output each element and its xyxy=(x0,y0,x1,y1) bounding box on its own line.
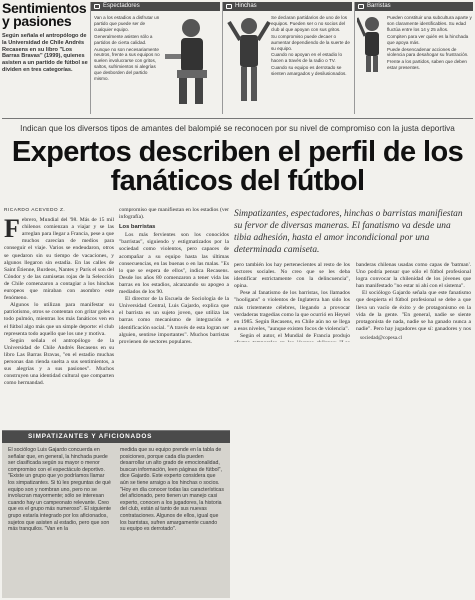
panel-header-label: Hinchas xyxy=(235,3,257,9)
panel-header xyxy=(355,2,473,11)
panel-text xyxy=(271,15,351,78)
barrista-illustration xyxy=(357,14,387,74)
article-column-4 xyxy=(356,262,471,332)
panel-item: Pueden constituir una subcultura aparte y son claramente identificables. Su edad fluctúa entre los 14 y 25 años. xyxy=(387,15,472,32)
infographic-title: Sentimientos y pasiones xyxy=(2,0,87,29)
paragraph: El director de la Escuela de Sociología de la Universidad Central, Luis Gajardo, explica que el barrista es un sujeto joven, que utiliza las barras como mecanismo de integración e identificación social. "A través de esta logran ser alguien, sentirse importantes". Muchos barristas provienen de sectores populares. xyxy=(119,296,229,345)
panel-item: Van a los estadios a disfrutar un partido que puede ser de cualquier equipo. xyxy=(94,15,160,32)
panel-barristas xyxy=(354,2,473,114)
divider xyxy=(2,118,473,119)
panel-item: Compiten para ver quién es la hinchada que apoya más. xyxy=(387,33,469,45)
paragraph: El sociólogo Gajardo señala que este fanatismo que despierta el fútbol profesional se debe a que lleva un vacío de éxito y de protagonismo en la vida de la gente. "En general, nadie se siente protagonista de nada, nadie se ha ganado nunca a nadie". Pero hay jugadores que sí: ganadores y nos xyxy=(356,290,471,332)
panel-item: Frente a los partidos, saben que deben estar presentes. xyxy=(387,59,467,71)
subheading: Los barristas xyxy=(119,224,156,231)
panel-header-label: Espectadores xyxy=(103,3,140,9)
paragraph: Según el autor, el Mundial de Francia produjo xyxy=(240,332,350,339)
article-column-3 xyxy=(234,262,350,342)
kicker: Indican que los diversos tipos de amantes del balompié se reconocen por su nivel de compromiso con la justa deportiva xyxy=(20,124,455,133)
panel-item: Se declaran partidarios de uno de los equipos. Pueden ser o no socios del club al que apoyan con sus gritos. xyxy=(271,15,348,32)
panel-item: Puede desencadenar acciones de violencia para desahogar su frustración. xyxy=(387,46,469,58)
drop-cap: F xyxy=(4,214,20,244)
sidebar-box-column-1: El sociólogo Luis Gajardo concuerda en señalar que, en general, la hinchada puede ser clasificada según su mayor o menor compromiso con el espectáculo deportivo. "Existe un grupo que yo podríamos llamar los simpatizantes. Si tú les preguntas de qué equipo son y nombran uno, pero no se involucran mayormente; sólo se interesan cuando hay un campeonato relevante. Creo que es el grupo más numeroso". El siguiente grupo estaría integrado por los aficionados, sujetos que asisten al estadio, pero que son más tranquilos. "Van en la xyxy=(8,447,112,533)
spectator-illustration xyxy=(161,14,219,112)
paragraph: Según señala el antropólogo de la Universidad de Chile Andrés Recasens en su libro Las Barras Bravas, "en el estadio muchas personas dan rienda suelta a sus sentimientos, a sus alegrías y a sus pasiones". Muchos construyen una identidad cultural que comparten como hermandad. xyxy=(4,337,114,387)
infographic xyxy=(0,0,475,118)
sidebar-box xyxy=(2,430,230,598)
panel-item: Aunque no son necesariamente neutros, frente a sus equipos no suelen involucrarse con gritos, saltos, sufrimientos ni alegrías que desborden del partido mismo. xyxy=(94,46,160,82)
infographic-intro xyxy=(2,2,88,114)
deck: Simpatizantes, espectadores, hinchas o barristas manifiestan su fervor de diversas maneras. El fanatismo va desde una tibia adhesión, hasta el amor incondicional por una determinada camiseta. xyxy=(234,209,463,255)
article-column-1 xyxy=(4,207,114,427)
tv-icon xyxy=(94,4,100,9)
headline: Expertos describen el perfil de los fanáticos del fútbol xyxy=(11,136,464,197)
drum-icon xyxy=(358,4,364,9)
flag-icon xyxy=(226,4,232,9)
article-column-2 xyxy=(119,207,229,427)
panel-item: Cuando no apoyan en el estadio lo hacen a través de la radio o TV. xyxy=(271,52,343,64)
panel-text xyxy=(94,15,160,83)
paragraph: Pese al fanatismo de los barristas, los llamados "hooligans" o violentos de Inglaterra han sido los más tristemente célebres, llegando a provocar verdaderas tragedias como la que ocurrió en Heysel en 1985. Según Recasens, en Chile aún no se llega a esos niveles, "aunque existen focos de violencia". xyxy=(234,290,350,332)
panel-header-label: Barristas xyxy=(367,3,391,9)
paragraph: pero también los hay pertenecientes al resto de los sectores sociales. No creo que se les deba identificar estrictamente con la delincuencia", opina. xyxy=(234,262,350,290)
panel-espectadores xyxy=(90,2,220,114)
paragraph: ebrero, Mundial del '98. Más de 15 mil chilenos comienzan a viajar y se las arreglan para llegar a Francia, pese a que muchos carecían de medios para conseguir el viaje. Varios se endeudaron, otros se quedaron sin su tiempo de vacaciones, y algunos llegaron sin estadía. En las calles de Saint Étienne, Burdeos, Nantes y París el son del Cóndor y de las camisetas rojas de la Selección de Chile comenzaron a contagiar a los hinchas europeos que miraban con asombro este fenómeno. xyxy=(4,217,114,302)
sidebar-box-title: SIMPATIZANTES Y AFICIONADOS xyxy=(2,431,230,443)
panel-header xyxy=(223,2,352,11)
panel-item: Su compromiso puede decaer o aumentar dependiendo de la suerte de su equipo. xyxy=(271,33,350,51)
infographic-intro-text: Según señala el antropólogo de la Universidad de Chile Andrés Recasens en su libro "Los Barras Bravas" (1999), quienes asisten a un partido de fútbol se dividen en tres categorías. xyxy=(2,33,88,73)
byline: RICARDO ACEVEDO Z. xyxy=(4,208,66,213)
paragraph: Algunos lo utilizan para manifestar su patriotismo, otros se contentan con gritar goles a todo pulmón, mientras los más fanáticos ven en el fútbol algo más que un simple deporte: el club representa todo aquello que los une y motiva. xyxy=(4,302,114,337)
paragraph: banderas chilenas usadas como capas de 'batman'. Uno podría pensar que sólo el fútbol profesional logra convocar la chilenidad de los jóvenes que han manifestado "no estar ni ahí con el sistema". xyxy=(356,262,471,290)
panel-header xyxy=(91,2,220,11)
panel-item: Generalmente asisten sólo a partidos de cierta calidad. xyxy=(94,33,153,45)
paragraph: Los más fervientes son los conocidos "barristas", siguiendo y estigmatizados por la sociedad como violentos, pero capaces de acompañar a su equipo hasta las últimas consecuencias, en las buenas o en las malas. "Es lo que se espera de ellos", indica Recasens. Desde los años 80 comenzaron a tener vida las barras en los estadios, alcanzando su apogeo a mediados de los 90. xyxy=(119,232,229,296)
paragraph: compromiso que manifiestan en los estadios (ver infografía). xyxy=(119,207,229,221)
fan-illustration xyxy=(227,14,271,112)
sidebar-box-column-2: medida que su equipo prende en la tabla de posiciones, porque cada día pueden desarrollar un alto grado de emocionalidad, buscan información, leen páginas de fútbol", dice Gajardo. Este experto considera que aún se tiene arraigo a los hinchas o socios. "Hoy en día conocer todas las características del aficionado, pero tienen un manejo casi experto, conocen a los jugadores, la historia del club, están al tanto de sus nuevas contrataciones. Algunos de ellos, igual que los barristas, sufren amargamente cuando su equipo es derrotado". xyxy=(120,447,224,533)
panel-text xyxy=(387,15,472,72)
panel-item: Cuando su equipo es derrotado se sienten amargados y desilusionados. xyxy=(271,65,347,77)
email-signature: sociedad@copesa.cl xyxy=(360,335,403,341)
panel-hinchas xyxy=(222,2,352,114)
